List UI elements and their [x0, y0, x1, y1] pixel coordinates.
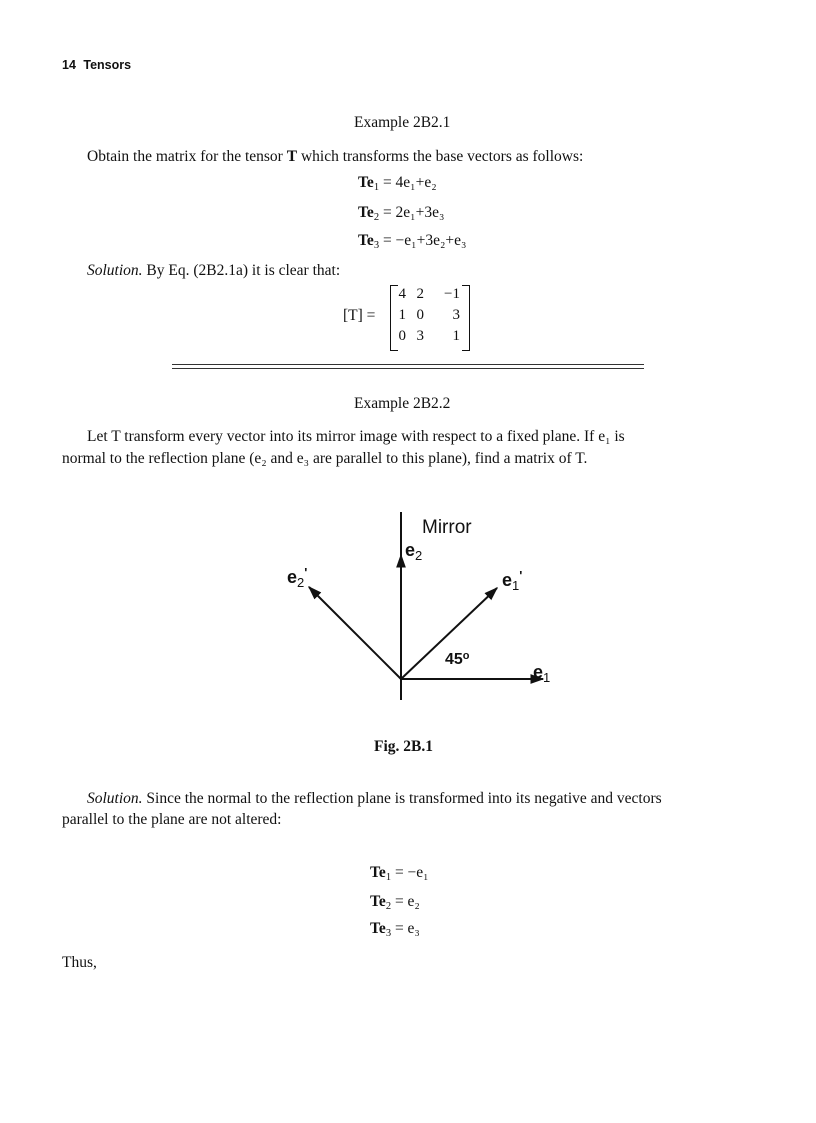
matrix-cell: 4	[398, 286, 406, 302]
problem-text-line: normal to the reflection plane (e₂ and e₃ are parallel to this plane), find a matrix of T.	[62, 450, 588, 467]
figure-caption: Fig. 2B.1	[374, 738, 433, 755]
matrix-cell: 1	[398, 307, 406, 323]
page-number: 14	[62, 58, 76, 72]
solution-line: Solution. By Eq. (2B2.1a) it is clear that:	[87, 262, 341, 279]
closing-text: Thus,	[62, 954, 97, 971]
matrix-cell: 3	[416, 328, 424, 344]
angle-label: 45$^o$	[445, 650, 470, 668]
e1-prime-label: $e_1'$	[502, 568, 523, 593]
matrix-cell: 0	[398, 328, 406, 344]
equation: $Te_2 = 2e_1+3e_3$	[358, 204, 445, 223]
equation: $Te_1 = -e_1$	[370, 864, 429, 883]
example-prompt: Obtain the matrix for the tensor T which transforms the base vectors as follows:	[87, 148, 584, 165]
matrix-cell: 3	[452, 307, 460, 323]
problem-text-line: Let T transform every vector into its mirror image with respect to a fixed plane. If e₁ is	[87, 428, 625, 445]
matrix-cell: −1	[444, 286, 460, 302]
mirror-label: Mirror	[422, 517, 472, 538]
e1-label: $e_1$	[533, 662, 551, 685]
e2-prime-label: $e_2'$	[287, 565, 308, 590]
solution-line: Solution. Since the normal to the reflection plane is transformed into its negative and vectors	[87, 790, 662, 807]
solution-line: parallel to the plane are not altered:	[62, 811, 282, 828]
equation: $Te_1 = 4e_1+e_2$	[358, 174, 437, 193]
running-title: Tensors	[83, 58, 132, 72]
e2-prime-arrow	[309, 587, 401, 679]
example-title: Example 2B2.1	[354, 114, 451, 131]
equation: $Te_3 = e_3$	[370, 920, 420, 939]
matrix-cell: 1	[452, 328, 460, 344]
matrix-cell: 0	[416, 307, 424, 323]
equation: $Te_2 = e_2$	[370, 893, 420, 912]
e2-label: $e_2$	[405, 540, 423, 563]
matrix-cell: 2	[416, 286, 424, 302]
example-title: Example 2B2.2	[354, 395, 451, 412]
matrix-label: [T] =	[343, 307, 376, 324]
equation: $Te_3 = -e_1+3e_2+e_3$	[358, 232, 467, 251]
